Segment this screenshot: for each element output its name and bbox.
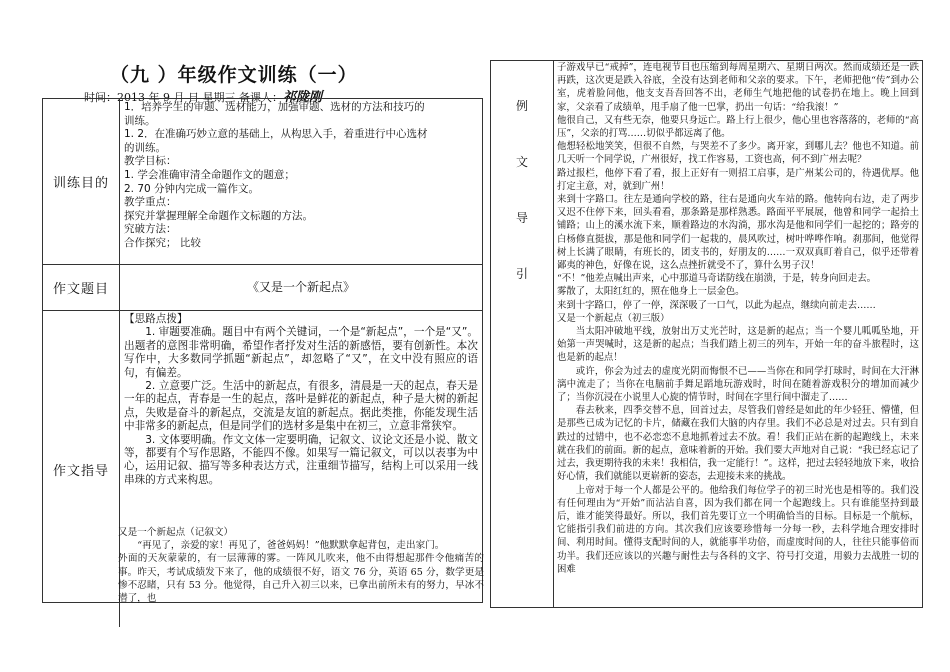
row-label: 作文题目 — [43, 265, 120, 310]
row-label: 训练目的 — [43, 99, 120, 264]
label-char: 导 — [515, 211, 528, 225]
goal-line: 教学重点： — [124, 196, 177, 209]
goal-line: 探究并掌握理解全命题作文标题的方法。 — [124, 209, 313, 222]
example-guide-table — [490, 60, 923, 608]
essay-paragraph: “不！”他差点喊出声来，心中那道马奇诺防线在崩溃，于是，转身向回走去。 — [557, 273, 876, 285]
guidance-paragraph: 1. 审题要准确。题目中有两个关键词，一个是“新起点”，一个是“又”。出题者的意图非常明确，希望作者抒发对生活的新感悟，要有创新性。本次写作中，大多数同学抓题“新起点”，却忽略了“又”，在文中没有照应的语句，有偏差。 — [124, 326, 478, 379]
essay-paragraph: 他很自己，又有些无奈，他要只身远亡。路上行上很少，他心里也容落落的，老师的“高压”，父亲的打骂……切似乎都远离了他。 — [557, 114, 919, 140]
goal-line: 训练。 — [124, 114, 156, 127]
goal-line: 教学目标： — [124, 155, 177, 168]
example-essay-text — [557, 61, 919, 607]
guidance-heading: 【思路点拨】 — [124, 313, 188, 325]
guidance-paragraph: 3. 文体要明确。作文文体一定要明确，记叙文、议论文还是小说、散文等，都要有个写作思路，不能四不像。如果写一篇记叙文，可以以表事为中心，运用记叙、描写等多种表达方式，注重细节描写，结构上可以采用一线串珠的方式来构思。 — [124, 433, 478, 486]
label-char: 引 — [515, 267, 528, 281]
essay-paragraph: 来到十字路口，停了一停，深深吸了一口气，以此为起点，继续向前走去…… — [557, 299, 876, 311]
label-char: 例 — [515, 99, 528, 113]
goal-line: 究破方法： — [124, 223, 177, 236]
training-goal-content — [120, 99, 482, 264]
goal-line: 1. 2．在准确巧妙立意的基础上，从构思入手，着重进行中心选材 — [124, 128, 428, 141]
guidance-paragraph: 2. 立意要广泛。生活中的新起点，有很多，清晨是一天的起点，春天是一年的起点，青春是一生的起点，落叶是鲜花的新起点，种子是大树的新起点，失败是奋斗的新起点，交流是友谊的新起点。据此类推，你能发现生活中非常多的新起点，但是同学们的选材多是集中在初三，立意非常狭窄。 — [124, 380, 478, 433]
essay-topic: 《又是一个新起点》 — [246, 279, 355, 294]
sample-essay-paragraph: “再见了，亲爱的家！再见了，爸爸妈妈！”他默默拿起背包，走出家门。 — [137, 540, 445, 552]
goal-line: 合作探究； 比较 — [124, 236, 201, 249]
essay-paragraph: 雾散了，太阳红红的，照在他身上一层金色。 — [557, 286, 745, 298]
goal-line: 的训练。 — [124, 141, 166, 154]
row-training-goal — [43, 99, 482, 265]
vertical-label — [491, 61, 554, 607]
goal-line: 2. 70 分钟内完成一篇作文。 — [124, 182, 260, 195]
essay-paragraph: 来到十字路口。往左是通向学校的路，往右是通向火车站的路。他转向右边，走了两步又迟不住停下来，回头看看，那条路是那样熟悉。路面平平展展，他曾和同学一起拾土铺路；山上的溪水流下来，顺着路边的水沟淌，那水沟是他和同学们一起挖的；路旁的白杨修直挺拔，那是他和同学们一起栽的，晨风吹过，树叶哗哗作响。刹那间，他觉得树上长满了眼睛，有班长的，团支书的，好朋友的……一双双真盯着自己，似乎还带着鄙夷的神色，好像在说，这么点挫折就受不了，算什么男子汉！ — [557, 194, 919, 272]
date-line: 时间：2013 年 9 月 日 星期三 备课人： — [84, 91, 283, 104]
sample-essay-start — [118, 526, 484, 605]
goal-line: 1. 学会准确审清全命题作文的题意； — [124, 168, 295, 181]
essay-subtitle: 又是一个新起点（初三版） — [557, 312, 670, 324]
essay-paragraph: 当太阳冲破地平线，放射出万丈光芒时，这是新的起点；当一个婴儿呱呱坠地，开始第一声哭喊时，这是新的起点；当我们踏上初三的列车，开始一年的奋斗旅程时，这也是新的起点！ — [557, 326, 919, 364]
goal-line: 1．培养学生的审题、选材能力，加强审题、选材的方法和技巧的 — [124, 101, 425, 113]
essay-paragraph: 路过报栏，他停下看了看，报上正好有一则招工启事，是广州某公司的，待遇优厚。他打定主意，对，就到广州！ — [557, 167, 919, 192]
essay-paragraph: 他想轻松地笑笑，但很不自然，与哭差不了多少。离开家，到哪儿去？他也不知道。前几天听一个同学说，广州很好，找工作容易，工资也高，何不到广州去呢？ — [557, 141, 919, 166]
essay-paragraph: 或许，你会为过去的虚度光阴而悔恨不已——当你在和同学打球时，时间在大汗淋漓中流走了；当你在电脑前手舞足蹈地玩游戏时，时间在随着游戏积分的增加而减少了；当你沉浸在小说里人心旋的情节时，时间在字里行间中溜走了…… — [557, 365, 919, 404]
essay-paragraph: 春去秋来，四季交替不息，回首过去，尽管我们曾经是如此的年少轻狂、懵懂，但是那些已成为记忆的卡片，储藏在我们大脑的内存里。我们不必总是对过去。只有到自跌过的过错中，也不必恋恋不息地抓着过去不放。看！我们正站在新的起跑线上，未来就在我们的前面。新的起点，意味着新的开始。我们要大声地对自己说：“我已经忘记了过去，我更期待我的未来！我相信，我一定能行！”。这样，把过去轻轻地放下来，收拾好心情，我们就能以更崭新的姿态，去迎接未来的挑战。 — [557, 405, 919, 483]
page-title: （九 ）年级作文训练（一） — [110, 64, 358, 86]
row-topic — [43, 265, 482, 311]
teacher-name: 祁陇刚 — [282, 90, 322, 105]
row-label: 作文指导 — [43, 311, 120, 627]
essay-paragraph: 上帝对于每一个人都是公平的。他给我们每位学子的初三时光也是相等的。我们没有任何理由为“开始”而沾沾自喜，因为我们都在同一个起跑线上。只有谁能坚持到最后，谁才能笑得最好。所以，我们首先要订立一个明确恰当的目标。目标是一个航标，它能指引我们前进的方向。其次我们应该要珍惜每一分每一秒，去科学地合理安排时间、利用时间。懂得支配时间的人，就能事半功倍，而虚度时间的人，往往只能事倍而功半。我们还应该以的兴趣与耐性去与各科的文字、符号打交道，用毅力去战胜一切的困难 — [557, 484, 919, 575]
label-char: 文 — [515, 155, 528, 169]
essay-paragraph: 子游戏早已“戒掉”，连电视节目也压缩到每周星期六、星期日两次。然而成绩还是一跌再跌，这次更是跌入谷底，全没有达到老师和父亲的要求。下午，老师把他“传”到办公室，虎着脸问他，他支支吾吾回答不出，老师生气地把他的试卷扔在地上。晚上回到家，父亲看了成绩单，甩手扇了他一巴掌，扔出一句话：“给我滚！” — [557, 62, 919, 113]
sample-essay-title: 又是一个新起点（记叙文） — [118, 527, 234, 538]
sample-essay-paragraph: 外面的天灰蒙蒙的，有一层薄薄的雾。一阵风儿吹来，他不由得想起那件令他痛苦的事。昨天，考试成绩发下来了，他的成绩很不好，语文 76 分，英语 65 分，数学更是惨不忍睹，只有 53 分。他觉得，自己升入初三以来，已拿出前所未有的努力，早冰不潜了，也 — [118, 553, 484, 605]
